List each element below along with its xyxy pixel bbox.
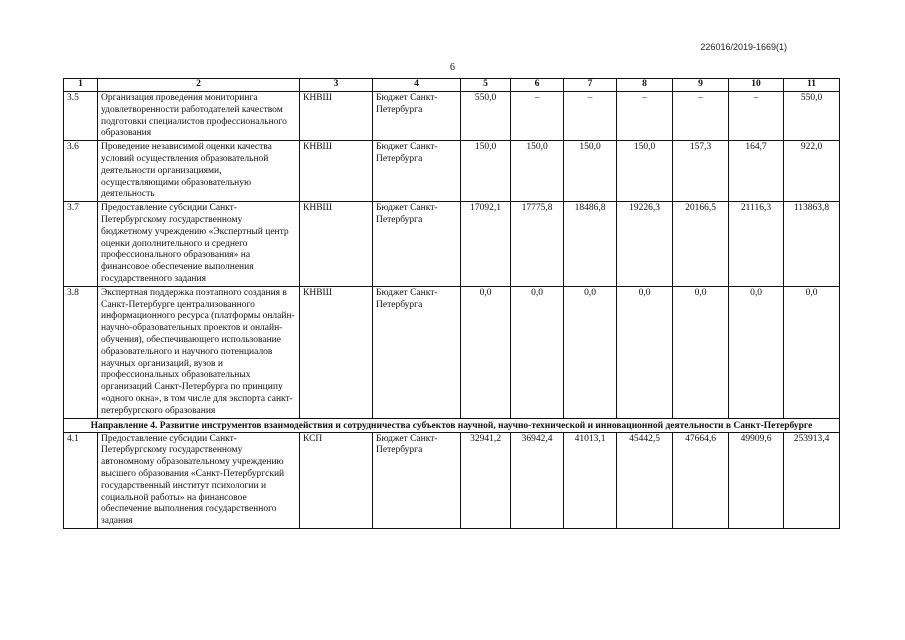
row-source: Бюджет Санкт-Петербурга <box>373 286 461 418</box>
row-value-10: 21116,3 <box>729 202 784 287</box>
row-value-6: – <box>511 92 564 141</box>
column-header: 4 <box>373 79 461 92</box>
row-value-5: 17092,1 <box>461 202 511 287</box>
column-header: 9 <box>673 79 729 92</box>
row-value-7: 18486,8 <box>564 202 617 287</box>
section-heading: Направление 4. Развитие инструментов взаимодействия и сотрудничества субъектов научной, научно-технической и инновационной деятельности в Санкт-Петербурге <box>64 418 840 432</box>
row-value-11: 113863,8 <box>784 202 840 287</box>
row-value-10: 164,7 <box>729 141 784 202</box>
row-number: 3.7 <box>64 202 98 287</box>
column-header: 5 <box>461 79 511 92</box>
row-value-7: 0,0 <box>564 286 617 418</box>
row-value-11: 0,0 <box>784 286 840 418</box>
row-number: 3.5 <box>64 92 98 141</box>
row-executor: КСП <box>300 432 373 528</box>
row-value-6: 0,0 <box>511 286 564 418</box>
row-source: Бюджет Санкт-Петербурга <box>373 202 461 287</box>
section-row <box>64 418 840 432</box>
row-executor: КНВШ <box>300 286 373 418</box>
column-header: 11 <box>784 79 840 92</box>
row-value-8: 150,0 <box>617 141 673 202</box>
column-header: 8 <box>617 79 673 92</box>
row-value-7: – <box>564 92 617 141</box>
table-row <box>64 432 840 528</box>
row-value-8: – <box>617 92 673 141</box>
row-value-9: 157,3 <box>673 141 729 202</box>
row-number: 3.6 <box>64 141 98 202</box>
row-value-5: 32941,2 <box>461 432 511 528</box>
header-row <box>64 79 840 92</box>
row-number: 3.8 <box>64 286 98 418</box>
row-value-6: 17775,8 <box>511 202 564 287</box>
column-header: 3 <box>300 79 373 92</box>
table-body-a <box>64 92 840 419</box>
row-description: Проведение независимой оценки качества условий осуществления образовательной деятельности организациями, осуществляющими образовательную деятельность <box>98 141 300 202</box>
column-header: 2 <box>98 79 300 92</box>
row-description: Экспертная поддержка поэтапного создания в Санкт-Петербурге централизованного информационного ресурса (платформы онлайн-научно-образовательных проектов и онлайн-обучения), обеспечивающего использование образовательного и научного потенциалов научных организаций, вузов и профессиональных образовательных организаций Санкт-Петербурга по принципу «одного окна», в том числе для экспорта санкт-петербургского образования <box>98 286 300 418</box>
row-value-9: – <box>673 92 729 141</box>
table-body-b <box>64 432 840 528</box>
row-value-8: 19226,3 <box>617 202 673 287</box>
row-value-8: 0,0 <box>617 286 673 418</box>
row-value-10: 49909,6 <box>729 432 784 528</box>
column-header: 1 <box>64 79 98 92</box>
row-value-7: 150,0 <box>564 141 617 202</box>
row-value-10: – <box>729 92 784 141</box>
row-value-9: 20166,5 <box>673 202 729 287</box>
page-number: 6 <box>450 62 455 73</box>
row-value-9: 0,0 <box>673 286 729 418</box>
row-description: Организация проведения мониторинга удовлетворенности работодателей качеством подготовки специалистов профессионального образования <box>98 92 300 141</box>
row-number: 4.1 <box>64 432 98 528</box>
budget-table <box>63 78 840 529</box>
column-header: 6 <box>511 79 564 92</box>
row-value-9: 47664,6 <box>673 432 729 528</box>
table-row <box>64 286 840 418</box>
row-executor: КНВШ <box>300 202 373 287</box>
row-value-6: 150,0 <box>511 141 564 202</box>
column-header: 7 <box>564 79 617 92</box>
table-row <box>64 92 840 141</box>
row-value-5: 0,0 <box>461 286 511 418</box>
column-header: 10 <box>729 79 784 92</box>
row-value-5: 550,0 <box>461 92 511 141</box>
row-executor: КНВШ <box>300 92 373 141</box>
row-value-8: 45442,5 <box>617 432 673 528</box>
row-value-7: 41013,1 <box>564 432 617 528</box>
row-value-5: 150,0 <box>461 141 511 202</box>
row-source: Бюджет Санкт-Петербурга <box>373 141 461 202</box>
row-description: Предоставление субсидии Санкт-Петербургскому государственному бюджетному учреждению «Экспертный центр оценки дополнительного и среднего профессионального образования» на финансовое обеспечение выполнения государственного задания <box>98 202 300 287</box>
row-description: Предоставление субсидии Санкт-Петербургскому государственному автономному образовательному учреждению высшего образования «Санкт-Петербургский государственный институт психологии и социальной работы» на финансовое обеспечение выполнения государственного задания <box>98 432 300 528</box>
document-id: 226016/2019-1669(1) <box>700 42 787 52</box>
row-value-10: 0,0 <box>729 286 784 418</box>
table-row <box>64 141 840 202</box>
table-row <box>64 202 840 287</box>
row-value-11: 922,0 <box>784 141 840 202</box>
section-body <box>64 418 840 432</box>
row-value-11: 253913,4 <box>784 432 840 528</box>
row-value-11: 550,0 <box>784 92 840 141</box>
row-source: Бюджет Санкт-Петербурга <box>373 92 461 141</box>
row-executor: КНВШ <box>300 141 373 202</box>
row-source: Бюджет Санкт-Петербурга <box>373 432 461 528</box>
row-value-6: 36942,4 <box>511 432 564 528</box>
